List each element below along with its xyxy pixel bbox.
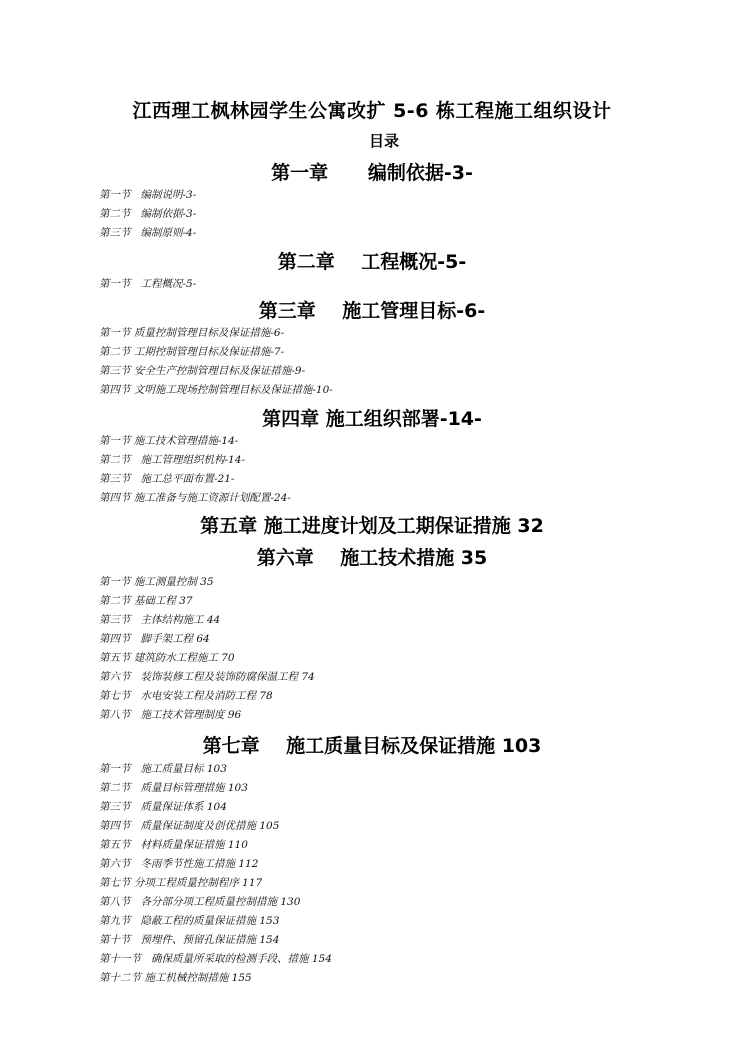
toc-entry[interactable]: 第一节 施工质量目标 103 [99,763,227,775]
toc-entry[interactable]: 第七节 分项工程质量控制程序 117 [99,877,263,889]
toc-entry[interactable]: 第十节 预埋件、预留孔保证措施 154 [99,934,280,946]
toc-entry[interactable]: 第四节 脚手架工程 64 [99,633,210,645]
chapter-7-heading[interactable]: 第七章 施工质量目标及保证措施 103 [202,735,542,757]
toc-entry[interactable]: 第九节 隐蔽工程的质量保证措施 153 [99,915,280,927]
chapter-2-heading[interactable]: 第二章 工程概况-5- [277,251,467,273]
chapter-3-heading[interactable]: 第三章 施工管理目标-6- [258,300,486,322]
toc-entry[interactable]: 第三节 编制原则-4- [99,227,197,239]
toc-entry[interactable]: 第五节 建筑防水工程施工 70 [99,652,235,664]
toc-entry[interactable]: 第六节 冬雨季节性施工措施 112 [99,858,259,870]
toc-entry[interactable]: 第七节 水电安装工程及消防工程 78 [99,690,273,702]
toc-entry[interactable]: 第五节 材料质量保证措施 110 [99,839,248,851]
toc-entry[interactable]: 第十一节 确保质量所采取的检测手段、措施 154 [99,953,332,965]
toc-entry[interactable]: 第一节 工程概况-5- [99,278,197,290]
toc-entry[interactable]: 第二节 质量目标管理措施 103 [99,782,248,794]
toc-label: 目录 [368,132,399,150]
toc-entry[interactable]: 第一节 编制说明-3- [99,189,197,201]
toc-entry[interactable]: 第八节 各分部分项工程质量控制措施 130 [99,896,301,908]
toc-entry[interactable]: 第四节 文明施工现场控制管理目标及保证措施-10- [99,384,333,396]
toc-entry[interactable]: 第四节 质量保证制度及创优措施 105 [99,820,280,832]
toc-entry[interactable]: 第一节 施工技术管理措施-14- [99,435,239,447]
toc-entry[interactable]: 第二节 工期控制管理目标及保证措施-7- [99,346,285,358]
toc-entry[interactable]: 第四节 施工准备与施工资源计划配置-24- [99,492,291,504]
toc-entry[interactable]: 第二节 编制依据-3- [99,208,197,220]
toc-entry[interactable]: 第三节 施工总平面布置-21- [99,473,235,485]
chapter-6-heading[interactable]: 第六章 施工技术措施 35 [256,547,488,569]
toc-entry[interactable]: 第二节 施工管理组织机构-14- [99,454,245,466]
toc-entry[interactable]: 第一节 质量控制管理目标及保证措施-6- [99,327,285,339]
document-title: 江西理工枫林园学生公寓改扩 5-6 栋工程施工组织设计 [132,100,612,122]
chapter-4-heading[interactable]: 第四章 施工组织部署-14- [262,408,482,430]
toc-entry[interactable]: 第八节 施工技术管理制度 96 [99,709,242,721]
toc-entry[interactable]: 第三节 安全生产控制管理目标及保证措施-9- [99,365,306,377]
chapter-5-heading[interactable]: 第五章 施工进度计划及工期保证措施 32 [200,515,544,537]
toc-entry[interactable]: 第二节 基础工程 37 [99,595,193,607]
toc-entry[interactable]: 第三节 主体结构施工 44 [99,614,221,626]
toc-entry[interactable]: 第十二节 施工机械控制措施 155 [99,972,252,984]
toc-entry[interactable]: 第三节 质量保证体系 104 [99,801,227,813]
toc-entry[interactable]: 第六节 装饰装修工程及装饰防腐保温工程 74 [99,671,315,683]
chapter-1-heading[interactable]: 第一章 编制依据-3- [271,162,473,184]
toc-entry[interactable]: 第一节 施工测量控制 35 [99,576,214,588]
